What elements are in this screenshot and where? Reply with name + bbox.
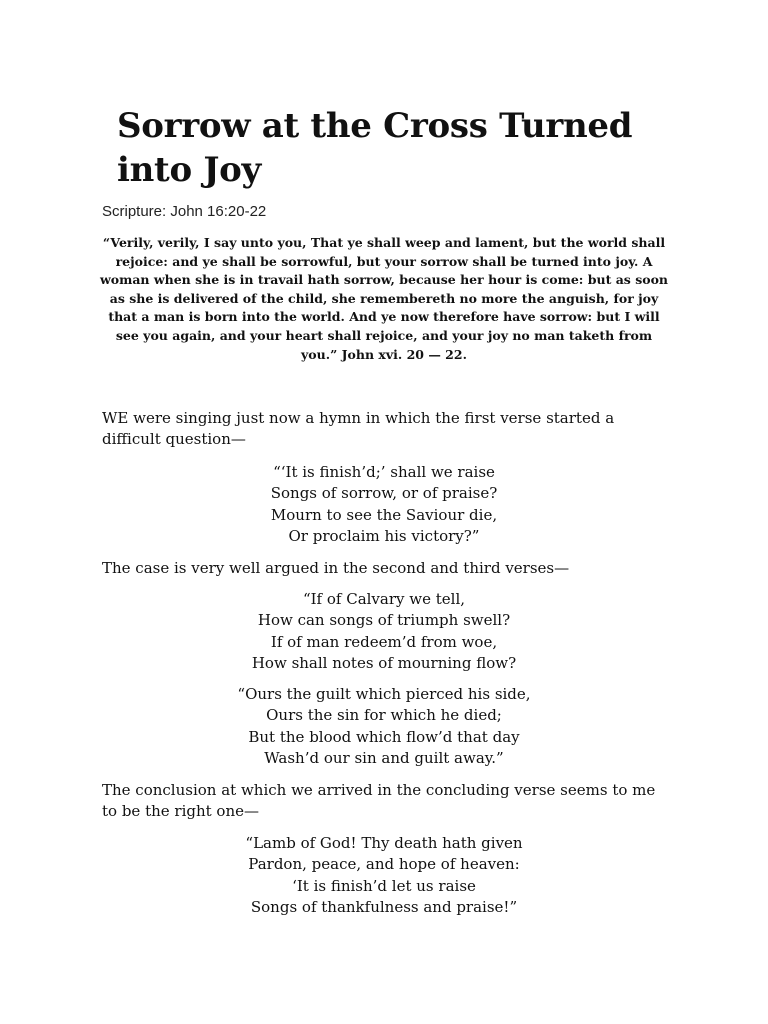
verse-line: Or proclaim his victory?” <box>288 526 480 545</box>
verse-line: If of man redeem’d from woe, <box>270 632 498 651</box>
verse-line: How can songs of triumph swell? <box>257 611 511 630</box>
hymn-verse-3 <box>98 684 670 769</box>
verse-line: But the blood which flow’d that day <box>248 727 520 746</box>
hymn-verse-2 <box>98 589 670 674</box>
verse-line: How shall notes of mourning flow? <box>251 653 517 672</box>
verse-line: Songs of thankfulness and praise!” <box>250 897 518 916</box>
body-paragraph-argument: The case is very well argued in the second and third verses— <box>102 559 570 577</box>
scripture-reference: Scripture: John 16:20-22 <box>102 203 267 220</box>
page-title: Sorrow at the Cross Turned into Joy <box>117 106 633 190</box>
body-paragraph-intro: WE were singing just now a hymn in which the first verse started a difficult question— <box>102 409 615 448</box>
verse-line: Pardon, peace, and hope of heaven: <box>248 855 520 874</box>
verse-line: “‘It is finish’d;’ shall we raise <box>273 463 495 481</box>
hymn-verse-1 <box>98 462 670 547</box>
verse-line: Ours the sin for which he died; <box>266 706 502 725</box>
hymn-verse-4 <box>98 833 670 918</box>
verse-line: Songs of sorrow, or of praise? <box>270 484 498 503</box>
verse-line: “Lamb of God! Thy death hath given <box>245 834 523 852</box>
verse-line: “If of Calvary we tell, <box>302 590 466 608</box>
verse-line: ‘It is finish’d let us raise <box>292 876 476 895</box>
verse-line: Mourn to see the Saviour die, <box>270 505 498 524</box>
scripture-epigraph: “Verily, verily, I say unto you, That ye shall weep and lament, but the world shall rejoice: and ye shall be sorrowful, but your sorrow shall be turned into joy. A woman when she is in travail hath sorrow, because her hour is come: but as soon as she is delivered of the child, she remembereth no more the anguish, for joy that a man is born into the world. And ye now therefore have sorrow: but I will see you again, and your heart shall rejoice, and your joy no man taketh from you.” John xvi. 20 — 22. <box>100 235 668 362</box>
body-paragraph-conclusion: The conclusion at which we arrived in the concluding verse seems to me to be the right one— <box>102 781 656 820</box>
verse-line: Wash’d our sin and guilt away.” <box>264 748 504 767</box>
verse-line: “Ours the guilt which pierced his side, <box>237 685 531 703</box>
